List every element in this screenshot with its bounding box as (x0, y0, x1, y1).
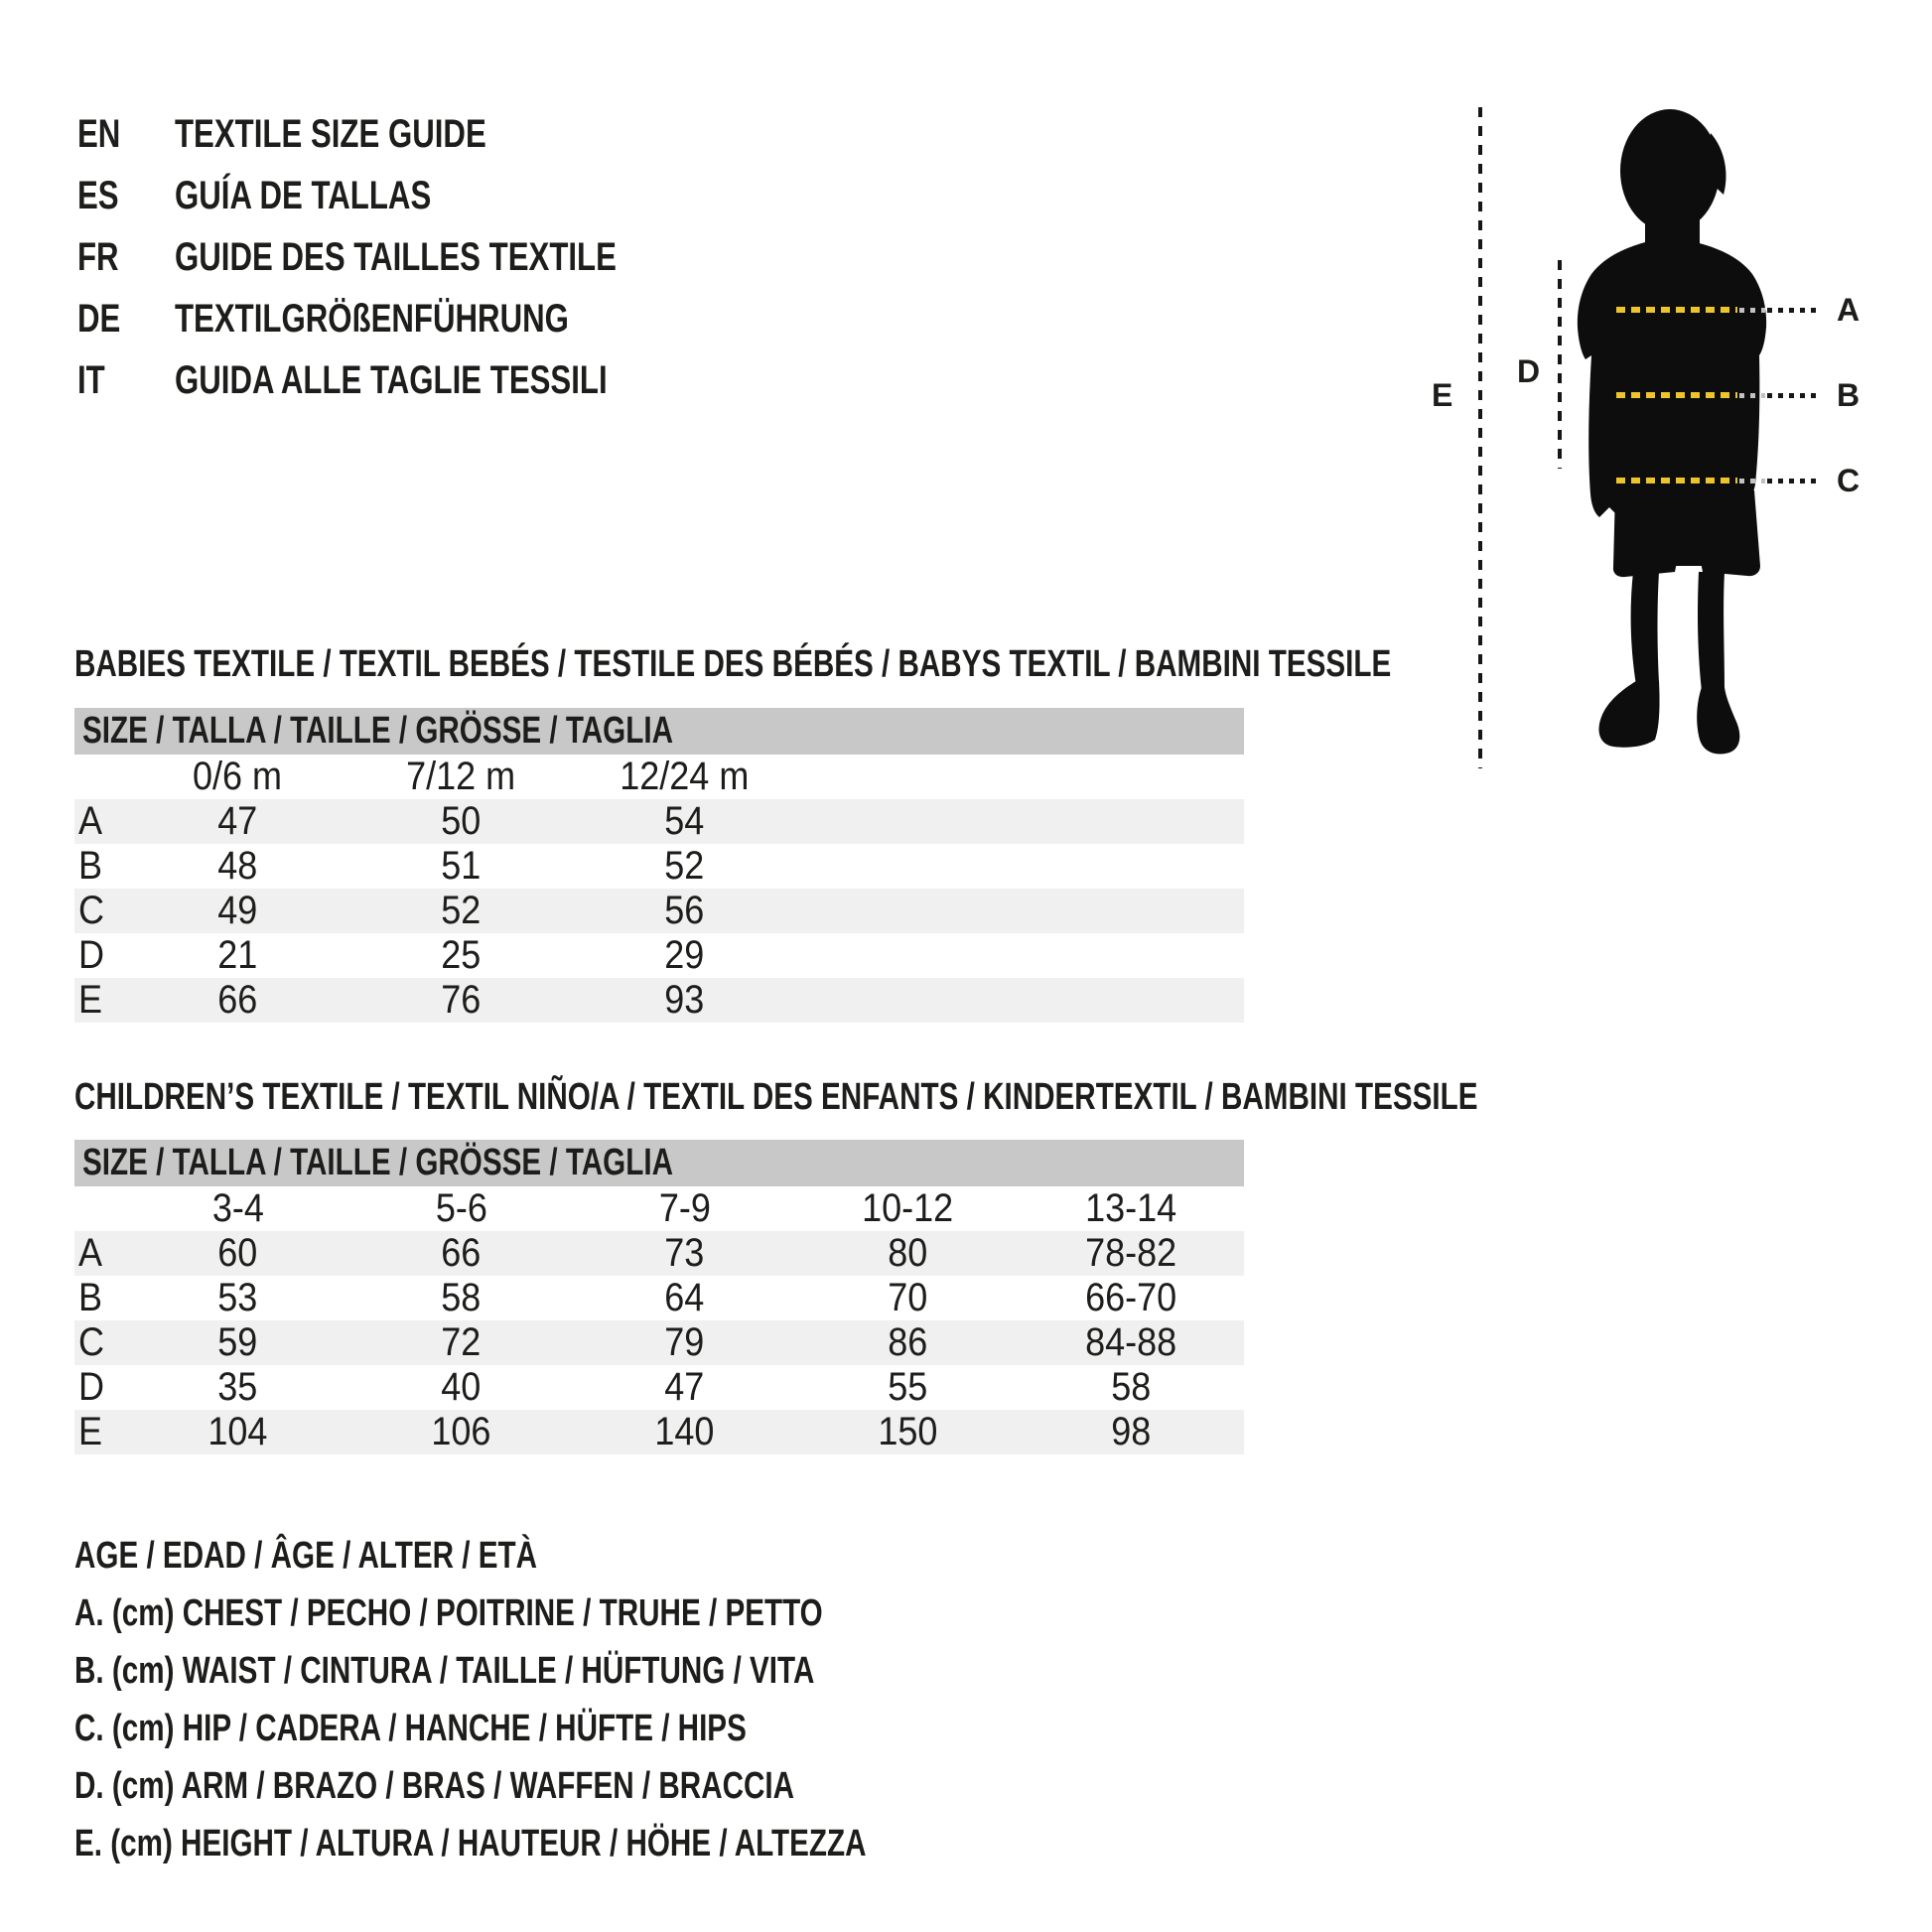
height-measure-label: E (1432, 377, 1453, 413)
table-cell: 60 (217, 1231, 258, 1275)
table-cell: 29 (664, 933, 705, 977)
row-label: C (78, 889, 105, 932)
legend-waist: B. (cm) WAIST / CINTURA / TAILLE / HÜFTUNG / VITA (74, 1649, 815, 1692)
row-label: A (78, 799, 103, 843)
language-code: DE (77, 296, 121, 341)
hip-measure-row (1616, 464, 1860, 497)
row-label: E (78, 1410, 103, 1453)
table-row (74, 933, 1244, 978)
table-cell: 48 (217, 844, 258, 888)
arm-measure-line (1558, 260, 1562, 469)
row-label: D (78, 1365, 105, 1409)
children-size-bar (74, 1140, 1244, 1186)
table-cell: 47 (217, 799, 258, 843)
legend-hip: C. (cm) HIP / CADERA / HANCHE / HÜFTE / HIPS (74, 1707, 747, 1749)
children-table (74, 1140, 1244, 1454)
table-cell: 40 (441, 1365, 482, 1409)
column-header: 5-6 (435, 1186, 487, 1230)
chest-dots-black (1767, 308, 1819, 313)
table-cell: 66-70 (1085, 1276, 1177, 1319)
table-cell: 55 (888, 1365, 928, 1409)
table-cell: 76 (441, 978, 482, 1022)
measurement-legend (74, 1527, 1089, 1872)
column-header: 12/24 m (620, 755, 750, 798)
table-cell: 49 (217, 889, 258, 932)
arm-measure-label: D (1517, 353, 1541, 389)
table-cell: 52 (664, 844, 705, 888)
babies-table (74, 708, 1244, 1023)
table-cell: 79 (664, 1320, 705, 1364)
language-row-fr (77, 226, 741, 288)
size-bar-label: SIZE / TALLA / TAILLE / GRÖSSE / TAGLIA (82, 1142, 673, 1183)
table-cell: 78-82 (1085, 1231, 1177, 1275)
language-row-it (77, 349, 741, 411)
measurement-figure (1430, 99, 1916, 794)
table-cell: 54 (664, 799, 705, 843)
language-title: GUIDA ALLE TAGLIE TESSILI (175, 357, 608, 402)
children-heading-text: CHILDREN’S TEXTILE / TEXTIL NIÑO/A / TEXTIL DES ENFANTS / KINDERTEXTIL / BAMBINI TESSILE (74, 1076, 1478, 1118)
babies-heading (74, 641, 1762, 687)
table-cell: 98 (1111, 1410, 1152, 1453)
table-cell: 66 (441, 1231, 482, 1275)
language-code: IT (77, 357, 105, 402)
table-cell: 58 (441, 1276, 482, 1319)
column-header: 3-4 (211, 1186, 264, 1230)
language-row-es (77, 165, 741, 226)
hip-dash-yellow (1616, 478, 1737, 483)
legend-height: E. (cm) HEIGHT / ALTURA / HAUTEUR / HÖHE / ALTEZZA (74, 1822, 867, 1864)
table-cell: 50 (441, 799, 482, 843)
language-code: EN (77, 111, 121, 156)
table-cell: 56 (664, 889, 705, 932)
language-code: ES (77, 173, 119, 217)
silhouette-right-shoe (1697, 687, 1739, 754)
hip-dots-black (1767, 479, 1819, 483)
row-label: A (78, 1231, 103, 1275)
row-label: C (78, 1320, 105, 1364)
babies-header-row (74, 755, 1244, 799)
row-label: E (78, 978, 103, 1022)
silhouette-head (1620, 109, 1720, 232)
column-header: 7/12 m (406, 755, 516, 798)
row-label: B (78, 844, 103, 888)
children-heading (74, 1074, 1873, 1120)
table-cell: 59 (217, 1320, 258, 1364)
table-cell: 52 (441, 889, 482, 932)
language-row-de (77, 288, 741, 349)
waist-dots-gray (1739, 393, 1765, 398)
table-row (74, 978, 1244, 1023)
table-cell: 80 (888, 1231, 928, 1275)
size-bar-label: SIZE / TALLA / TAILLE / GRÖSSE / TAGLIA (82, 710, 673, 752)
table-row (74, 799, 1244, 844)
hip-measure-label: C (1837, 462, 1861, 498)
table-cell: 106 (431, 1410, 491, 1453)
table-cell: 66 (217, 978, 258, 1022)
table-cell: 150 (878, 1410, 938, 1453)
chest-measure-label: A (1837, 291, 1861, 328)
column-header: 0/6 m (193, 755, 283, 798)
language-title: GUIDE DES TAILLES TEXTILE (175, 234, 617, 279)
row-label: B (78, 1276, 103, 1319)
table-cell: 35 (217, 1365, 258, 1409)
waist-measure-label: B (1837, 376, 1861, 413)
hip-dots-gray (1739, 479, 1765, 483)
language-code: FR (77, 234, 119, 279)
table-cell: 21 (217, 933, 258, 977)
table-cell: 93 (664, 978, 705, 1022)
waist-dots-black (1767, 393, 1819, 398)
table-row (74, 889, 1244, 933)
legend-age: AGE / EDAD / ÂGE / ALTER / ETÀ (74, 1534, 538, 1577)
row-label: D (78, 933, 105, 977)
column-header: 10-12 (862, 1186, 954, 1230)
table-row (74, 1231, 1244, 1276)
table-cell: 104 (207, 1410, 268, 1453)
language-list (77, 103, 741, 411)
table-cell: 64 (664, 1276, 705, 1319)
column-header: 13-14 (1085, 1186, 1177, 1230)
table-cell: 53 (217, 1276, 258, 1319)
language-title: GUÍA DE TALLAS (175, 173, 432, 217)
table-cell: 72 (441, 1320, 482, 1364)
table-cell: 86 (888, 1320, 928, 1364)
table-cell: 58 (1111, 1365, 1152, 1409)
table-cell: 84-88 (1085, 1320, 1177, 1364)
table-row (74, 844, 1244, 889)
table-row (74, 1320, 1244, 1365)
babies-heading-text: BABIES TEXTILE / TEXTIL BEBÉS / TESTILE DES BÉBÉS / BABYS TEXTIL / BAMBINI TESSILE (74, 643, 1392, 685)
legend-chest: A. (cm) CHEST / PECHO / POITRINE / TRUHE / PETTO (74, 1591, 823, 1634)
waist-dash-yellow (1616, 392, 1737, 398)
silhouette-left-shoe (1598, 681, 1659, 748)
table-cell: 70 (888, 1276, 928, 1319)
children-header-row (74, 1186, 1244, 1231)
language-title: TEXTILGRÖßENFÜHRUNG (175, 296, 569, 341)
table-row (74, 1410, 1244, 1454)
table-cell: 73 (664, 1231, 705, 1275)
language-row-en (77, 103, 741, 165)
chest-measure-row (1616, 293, 1860, 327)
table-cell: 140 (654, 1410, 715, 1453)
table-row (74, 1276, 1244, 1320)
waist-measure-row (1616, 378, 1860, 412)
table-cell: 47 (664, 1365, 705, 1409)
babies-size-bar (74, 708, 1244, 755)
table-cell: 51 (441, 844, 482, 888)
table-row (74, 1365, 1244, 1410)
legend-arm: D. (cm) ARM / BRAZO / BRAS / WAFFEN / BRACCIA (74, 1764, 795, 1807)
language-title: TEXTILE SIZE GUIDE (175, 111, 486, 156)
chest-dash-yellow (1616, 307, 1737, 313)
table-cell: 25 (441, 933, 482, 977)
chest-dots-gray (1739, 308, 1765, 313)
column-header: 7-9 (658, 1186, 711, 1230)
